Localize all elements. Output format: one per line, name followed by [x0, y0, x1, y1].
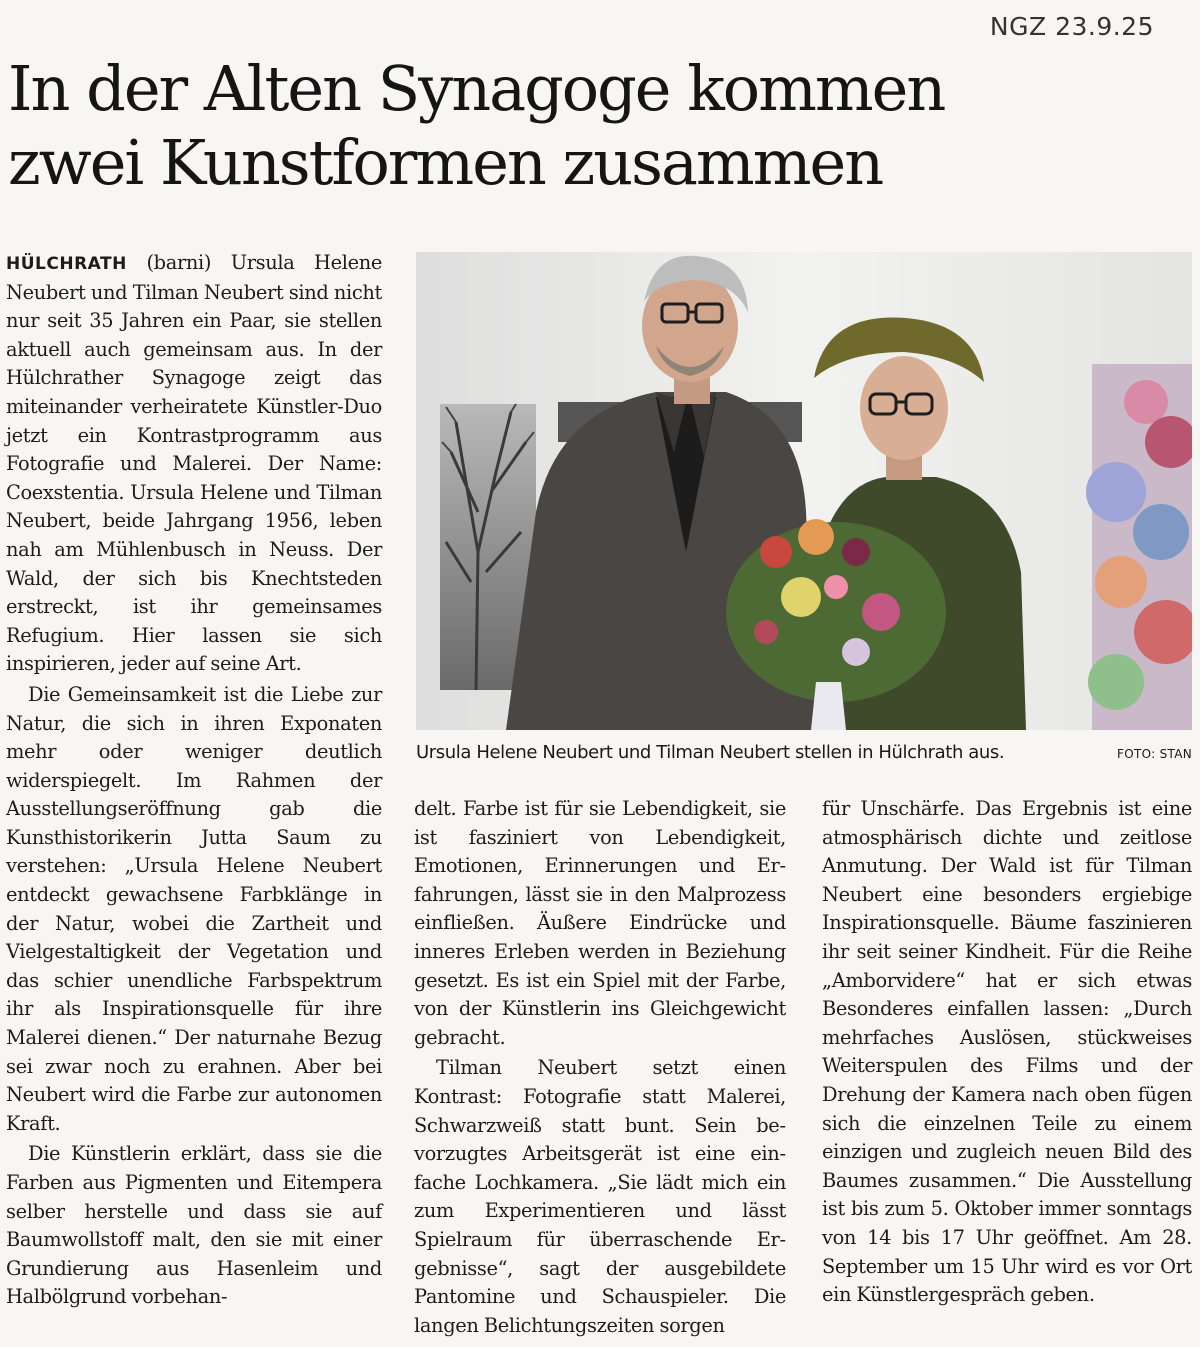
photo-caption-text: Ursula Helene Neubert und Tilman Neubert stellen in Hülchrath aus.	[416, 742, 1005, 763]
article-paragraph: für Unschärfe. Das Ergebnis ist eine atmosphärisch dichte und zeitlose Anmutung. Der Wald ist für Tilman Neubert eine besonders ergiebige Inspirationsquelle. Bäume faszinieren ihr seit seiner Kindheit. Für die Reihe „Amborvidere“ hat er sich etwas Besonderes einfallen lassen: „Durch mehrfaches Auslösen, stückweises Weiterspulen des Films und der Drehung der Kamera nach oben fügen sich die einzelnen Teile zu einem einzigen und zugleich neuen Bild des Baumes zusammen.“ Die Ausstellung ist bis zum 5. Oktober immer sonntags von 14 bis 17 Uhr geöffnet. Am 28. September um 15 Uhr wird es vor Ort ein Künstlergespräch geben.	[822, 797, 1192, 1307]
article-column-3	[822, 795, 1192, 1310]
dateline: HÜLCHRATH	[6, 254, 127, 274]
article-paragraph: delt. Farbe ist für sie Lebendigkeit, sie ist fasziniert von Lebendigkeit, Emotionen, Erinnerungen und Erfahrungen, lässt sie in den Malprozess einfließen. Äußere Eindrücke und inneres Erleben werden in Beziehung gesetzt. Es ist ein Spiel mit der Farbe, von der Künstlerin ins Gleichgewicht gebracht.	[414, 797, 786, 1049]
headline-line-2: zwei Kunstformen zusammen	[8, 126, 883, 199]
headline	[8, 52, 1148, 200]
article-paragraph: Tilman Neubert setzt einen Kontrast: Fotografie statt Malerei, Schwarzweiß statt bunt. Sein bevorzugtes Arbeitsgerät ist eine einfache Lochkamera. „Sie lädt mich ein zum Experimentieren und lässt Spielraum für überraschende Ergebnisse“, sagt der ausgebildete Pantomine und Schauspieler. Die langen Belichtungszeiten sorgen	[414, 1056, 786, 1337]
headline-line-1: In der Alten Synagoge kommen	[8, 52, 945, 125]
article-column-1	[6, 249, 382, 1312]
article-photo	[416, 252, 1192, 730]
painting	[1086, 364, 1192, 730]
photo-credit: FOTO: STAN	[1117, 747, 1192, 761]
article-paragraph	[6, 249, 382, 679]
article-column-2	[414, 795, 786, 1340]
photo-caption	[416, 742, 1192, 763]
source-tag: NGZ 23.9.25	[989, 12, 1154, 41]
article-paragraph: Die Künstlerin erklärt, dass sie die Farben aus Pigmenten und Eitempera selber herstelle und dass sie auf Baumwollstoff malt, den sie mit einer Grundierung aus Hasenleim und Halbölgrund vorbehan-	[6, 1142, 382, 1309]
article-paragraph: Die Gemeinsamkeit ist die Liebe zur Natur, die sich in ihren Exponaten mehr oder weniger deutlich widerspiegelt. Im Rahmen der Ausstellungseröffnung gab die Kunsthistorikerin Jutta Saum zu verstehen: „Ursula Helene Neubert entdeckt gewachsene Farbklänge in der Natur, wobei die Zartheit und Vielgestaltigkeit der Vegetation und das schier unendliche Farbspektrum ihr als Inspirationsquelle für ihre Malerei dienen.“ Der naturnahe Bezug sei zwar noch zu erahnen. Aber bei Neubert wird die Farbe zur autonomen Kraft.	[6, 682, 382, 1135]
article-text: (barni) Ursula Helene Neubert und Tilman Neubert sind nicht nur seit 35 Jahren ein Paar, sie stellen aktuell auch gemeinsam aus. In der Hülchrather Synagoge zeigt das miteinander verheiratete Künstler-Duo jetzt ein Kontrastprogramm aus Fotografie und Malerei. Der Name: Coexstentia. Ursula Helene und Tilman Neubert, beide Jahrgang 1956, leben nah am Mühlenbusch in Neuss. Der Wald, der sich bis Knechtsteden erstreckt, ist ihr gemeinsames Refugium. Hier lassen sie sich inspirieren, jeder auf seine Art.	[6, 251, 382, 676]
